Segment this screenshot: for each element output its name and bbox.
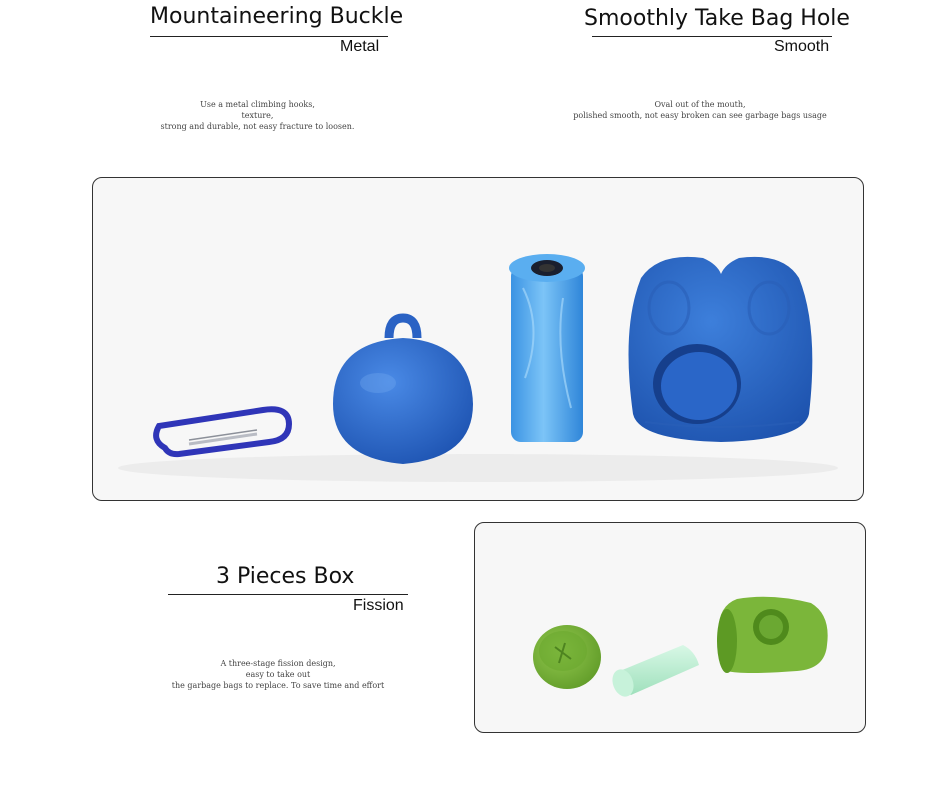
dome-lid-image [333,318,473,464]
carabiner-image [156,409,289,454]
description-line: A three-stage fission design, [220,659,336,668]
feature-title-bag-hole: Smoothly Take Bag Hole [584,6,850,31]
feature-title-buckle: Mountaineering Buckle [150,4,404,29]
description-line: the garbage bags to replace. To save time and effort [171,681,385,690]
title-underline [592,36,832,37]
green-lid-image [533,625,601,689]
product-photo-green [474,522,866,733]
feature-title-pieces: 3 Pieces Box [216,564,355,589]
feature-subtitle-smooth: Smooth [774,38,830,55]
description-line: strong and durable, not easy fracture to loosen. [160,122,355,131]
description-line: easy to take out [245,670,311,679]
description-line: polished smooth, not easy broken can see garbage bags usage [573,111,827,120]
title-underline [150,36,388,37]
description-line: Use a metal climbing hooks, [200,100,315,109]
description-line: Oval out of the mouth, [654,100,746,109]
feature-description-buckle [140,99,375,132]
product-illustration-green [475,523,865,732]
dispenser-case-image [629,257,813,442]
feature-description-pieces [148,658,408,691]
feature-subtitle-fission: Fission [353,597,404,614]
description-line: texture, [241,111,274,120]
green-case-image [717,597,828,673]
product-photo-blue [92,177,864,501]
bag-roll-image [509,254,585,442]
green-roll-image [609,645,699,700]
feature-description-bag-hole [560,99,840,121]
title-underline [168,594,408,595]
product-illustration-blue [93,178,863,500]
feature-subtitle-metal: Metal [340,38,380,55]
